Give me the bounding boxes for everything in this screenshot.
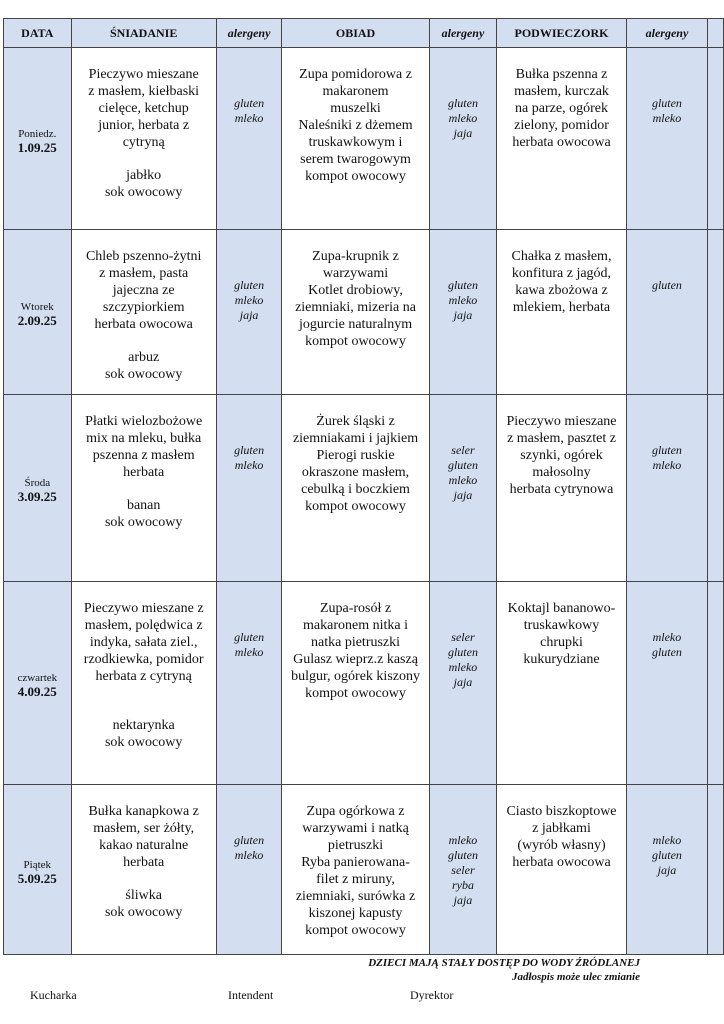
snack-cell <box>497 785 626 955</box>
allergen-line: jaja <box>453 488 473 502</box>
meal-line: szczypiorkiem <box>102 300 185 315</box>
breakfast-allergens-cell <box>216 230 282 395</box>
meal-line: Pierogi ruskie <box>316 448 395 463</box>
meal-line: junior, herbata z <box>98 118 190 133</box>
meal-line: ziemniaki, surówka z <box>295 889 416 904</box>
meal-line: arbuz <box>128 350 160 365</box>
meal-line: Chleb pszenno-żytni <box>85 249 202 264</box>
day-name: Wtorek <box>20 301 54 313</box>
meal-line: herbata cytrynowa <box>509 482 614 497</box>
allergen-line: mleko <box>234 293 264 307</box>
meal-line: z masłem, pasta <box>99 266 189 281</box>
meal-line: Bułka pszenna z <box>515 67 608 82</box>
meal-line: bulgur, ogórek kiszony <box>291 669 420 684</box>
allergen-line: gluten <box>447 645 478 659</box>
meal-line: Zupa ogórkowa z <box>306 804 405 819</box>
meal-line: kompot owocowy <box>305 499 406 514</box>
meal-line: pszenna z masłem <box>92 448 195 463</box>
day-cell <box>4 395 72 582</box>
lunch-allergens-cell <box>429 48 497 230</box>
meal-line <box>76 871 212 887</box>
day-row <box>4 582 724 785</box>
meal-line <box>76 481 212 497</box>
meal-line: sok owocowy <box>104 735 183 750</box>
notes <box>0 956 640 984</box>
changes-note: Jadłospis może ulec zmianie <box>511 971 640 983</box>
meal-line: Pieczywo mieszane <box>88 67 199 82</box>
day-name: Środa <box>24 477 51 489</box>
lunch-allergens-cell <box>429 785 497 955</box>
breakfast-allergens-cell <box>216 395 282 582</box>
meal-line: mlekiem, herbata <box>512 300 611 315</box>
meal-line: warzywami i natką <box>302 821 409 836</box>
meal-line <box>76 685 212 701</box>
meal-line: okraszone masłem, <box>301 465 410 480</box>
allergen-line: seler <box>451 443 475 457</box>
meal-line: kompot owocowy <box>305 169 406 184</box>
allergen-line: gluten <box>651 848 682 862</box>
meal-line: (wyrób własny) <box>517 838 606 853</box>
breakfast-cell <box>71 230 216 395</box>
snack-allergens-cell <box>626 230 707 395</box>
meal-line: jajeczna ze <box>112 283 175 298</box>
water-note: DZIECI MAJĄ STAŁY DOSTĘP DO WODY ŹRÓDLANEJ <box>368 957 640 969</box>
allergen-line: jaja <box>453 675 473 689</box>
meal-line: z masłem, pasztet z <box>507 431 616 446</box>
header-snack-allergens: alergeny <box>626 19 707 48</box>
allergen-line: jaja <box>453 126 473 140</box>
snack-cell <box>497 48 626 230</box>
snack-cell <box>497 230 626 395</box>
allergen-line: mleko <box>448 833 478 847</box>
extra-cell <box>708 785 724 955</box>
meal-line: serem twarogowym <box>300 152 411 167</box>
allergen-line: mleko <box>652 833 682 847</box>
day-cell <box>4 230 72 395</box>
meal-line: zielony, pomidor <box>514 118 609 133</box>
day-date: 5.09.25 <box>17 870 57 886</box>
meal-line: sok owocowy <box>104 905 183 920</box>
allergen-line: gluten <box>447 458 478 472</box>
day-cell <box>4 582 72 785</box>
lunch-allergens-cell <box>429 582 497 785</box>
day-row <box>4 230 724 395</box>
allergen-line: jaja <box>657 863 677 877</box>
breakfast-allergens-cell <box>216 785 282 955</box>
allergen-line: mleko <box>652 630 682 644</box>
meal-line: truskawkowym i <box>308 135 403 150</box>
day-date: 4.09.25 <box>17 684 57 699</box>
snack-allergens-cell <box>626 48 707 230</box>
allergen-line: mleko <box>448 293 478 307</box>
day-name: czwartek <box>17 672 58 684</box>
lunch-allergens-cell <box>429 395 497 582</box>
meal-line: herbata <box>123 465 165 480</box>
meal-line: Pieczywo mieszane z <box>83 601 204 616</box>
meal-line: kawa zbożowa z <box>515 283 608 298</box>
meal-line: sok owocowy <box>104 367 183 382</box>
allergen-line: mleko <box>234 458 264 472</box>
allergen-line: gluten <box>651 645 682 659</box>
meal-line: kakao naturalne <box>99 838 189 853</box>
meal-line: chrupki <box>540 635 583 650</box>
meal-line: kompot owocowy <box>305 686 406 701</box>
meal-line: indyka, sałata ziel., <box>89 635 198 650</box>
meal-line: makaronem nitka i <box>303 618 409 633</box>
meal-line: kukurydziane <box>523 652 600 667</box>
allergen-line: gluten <box>447 96 478 110</box>
meal-line: Zupa-rosół z <box>319 601 392 616</box>
day-row <box>4 785 724 955</box>
day-row <box>4 395 724 582</box>
allergen-line: gluten <box>651 278 682 292</box>
allergen-line: gluten <box>234 443 265 457</box>
allergen-line: mleko <box>652 458 682 472</box>
allergen-line: gluten <box>234 630 265 644</box>
meal-line: Koktajl bananowo- <box>507 601 616 616</box>
day-date: 2.09.25 <box>17 313 57 328</box>
header-lunch: OBIAD <box>282 19 429 48</box>
meal-line: pietruszki <box>327 838 384 853</box>
meal-line: masłem, kurczak <box>514 84 609 99</box>
meal-line: cebulką i boczkiem <box>301 482 410 497</box>
meal-line: Chałka z masłem, <box>511 249 612 264</box>
allergen-line: mleko <box>652 111 682 125</box>
signature-director: Dyrektor <box>410 988 454 1002</box>
meal-line <box>76 151 212 167</box>
lunch-cell <box>282 395 429 582</box>
allergen-line: gluten <box>234 278 265 292</box>
lunch-allergens-cell <box>429 230 497 395</box>
meal-line: cytryną <box>122 135 165 150</box>
meal-line: jabłko <box>126 168 162 183</box>
meal-line: rzodkiewka, pomidor <box>83 652 204 667</box>
day-cell <box>4 785 72 955</box>
meal-line: szynki, ogórek <box>520 448 603 463</box>
lunch-cell <box>282 48 429 230</box>
day-date: 3.09.25 <box>17 489 57 504</box>
lunch-cell <box>282 785 429 955</box>
breakfast-allergens-cell <box>216 48 282 230</box>
meal-line: masłem, ser żółty, <box>93 821 195 836</box>
allergen-line: gluten <box>234 833 265 847</box>
header-extra <box>708 19 724 48</box>
meal-line: herbata z cytryną <box>95 669 192 684</box>
day-name: Poniedz. <box>18 127 57 140</box>
lunch-cell <box>282 230 429 395</box>
meal-line: na parze, ogórek <box>515 101 608 116</box>
meal-line: ziemniakami i jajkiem <box>292 431 419 446</box>
meal-line: sok owocowy <box>104 185 183 200</box>
header-row <box>4 19 724 48</box>
meal-line: Pieczywo mieszane <box>506 414 617 429</box>
allergen-line: mleko <box>234 645 264 659</box>
allergen-line: mleko <box>448 660 478 674</box>
meal-line: herbata <box>123 855 165 870</box>
meal-line: Naleśniki z dżemem <box>298 118 413 133</box>
meal-line: Żurek śląski z <box>316 414 395 429</box>
allergen-line: gluten <box>651 443 682 457</box>
header-breakfast-allergens: alergeny <box>216 19 282 48</box>
allergen-line: mleko <box>448 111 478 125</box>
meal-line: z jabłkami <box>532 821 591 836</box>
meal-line: Zupa-krupnik z <box>312 249 399 264</box>
meal-line <box>76 333 212 349</box>
meal-line: Kotlet drobiowy, <box>308 283 403 298</box>
allergen-line: jaja <box>453 308 473 322</box>
extra-cell <box>708 48 724 230</box>
allergen-line: seler <box>451 863 475 877</box>
meal-line: herbata owocowa <box>94 317 193 332</box>
allergen-line: jaja <box>453 893 473 907</box>
meal-line: jogurcie naturalnym <box>298 317 413 332</box>
meal-line: mix na mleku, bułka <box>86 431 202 446</box>
breakfast-cell <box>71 582 216 785</box>
header-snack: PODWIECZORK <box>497 19 626 48</box>
snack-allergens-cell <box>626 582 707 785</box>
allergen-line: gluten <box>234 96 265 110</box>
meal-line: konfitura z jagód, <box>511 266 612 281</box>
snack-cell <box>497 582 626 785</box>
breakfast-cell <box>71 395 216 582</box>
meal-line: truskawkowy <box>523 618 600 633</box>
snack-allergens-cell <box>626 785 707 955</box>
meal-line: kiszonej kapusty <box>308 906 403 921</box>
extra-cell <box>708 230 724 395</box>
meal-line: Ciasto biszkoptowe <box>506 804 617 819</box>
meal-line: ziemniaki, mizeria na <box>295 300 416 315</box>
meal-line: Gulasz wieprz.z kaszą <box>293 652 418 667</box>
meal-line: herbata owocowa <box>512 855 611 870</box>
meal-line: natka pietruszki <box>311 635 401 650</box>
signature-steward: Intendent <box>228 988 274 1002</box>
meal-line: sok owocowy <box>104 515 183 530</box>
meal-line: Bułka kanapkowa z <box>88 804 199 819</box>
menu-table <box>3 18 724 955</box>
allergen-line: gluten <box>447 278 478 292</box>
meal-line: banan <box>126 498 161 513</box>
allergen-line: ryba <box>451 878 474 892</box>
allergen-line: mleko <box>448 473 478 487</box>
extra-cell <box>708 582 724 785</box>
meal-line <box>76 701 212 717</box>
lunch-cell <box>282 582 429 785</box>
meal-line: Płatki wielozbożowe <box>85 414 203 429</box>
breakfast-cell <box>71 48 216 230</box>
day-date: 1.09.25 <box>17 139 57 155</box>
allergen-line: seler <box>451 630 475 644</box>
breakfast-cell <box>71 785 216 955</box>
meal-line: małosolny <box>532 465 591 480</box>
header-date: DATA <box>4 19 72 48</box>
allergen-line: gluten <box>447 848 478 862</box>
meal-line: nektarynka <box>112 718 175 733</box>
day-name: Piątek <box>23 858 52 871</box>
snack-cell <box>497 395 626 582</box>
meal-line: herbata owocowa <box>512 135 611 150</box>
signature-cook: Kucharka <box>30 988 77 1002</box>
meal-line: cielęce, ketchup <box>98 101 189 116</box>
meal-line: masłem, polędwica z <box>84 618 203 633</box>
meal-line: kompot owocowy <box>305 923 406 938</box>
day-cell <box>4 48 72 230</box>
breakfast-allergens-cell <box>216 582 282 785</box>
extra-cell <box>708 395 724 582</box>
snack-allergens-cell <box>626 395 707 582</box>
meal-line: z masłem, kiełbaski <box>88 84 200 99</box>
meal-line: filet z miruny, <box>316 872 395 887</box>
allergen-line: gluten <box>651 96 682 110</box>
meal-line: śliwka <box>125 888 162 903</box>
allergen-line: mleko <box>234 848 264 862</box>
meal-line: warzywami <box>322 266 389 281</box>
meal-line: Ryba panierowana- <box>301 855 410 870</box>
meal-line: kompot owocowy <box>305 334 406 349</box>
day-row <box>4 48 724 230</box>
meal-line: Zupa pomidorowa z <box>299 67 412 82</box>
header-breakfast: ŚNIADANIE <box>71 19 216 48</box>
header-lunch-allergens: alergeny <box>429 19 497 48</box>
meal-line: muszelki <box>330 101 381 116</box>
meal-line: makaronem <box>322 84 389 99</box>
allergen-line: mleko <box>234 111 264 125</box>
allergen-line: jaja <box>239 308 259 322</box>
